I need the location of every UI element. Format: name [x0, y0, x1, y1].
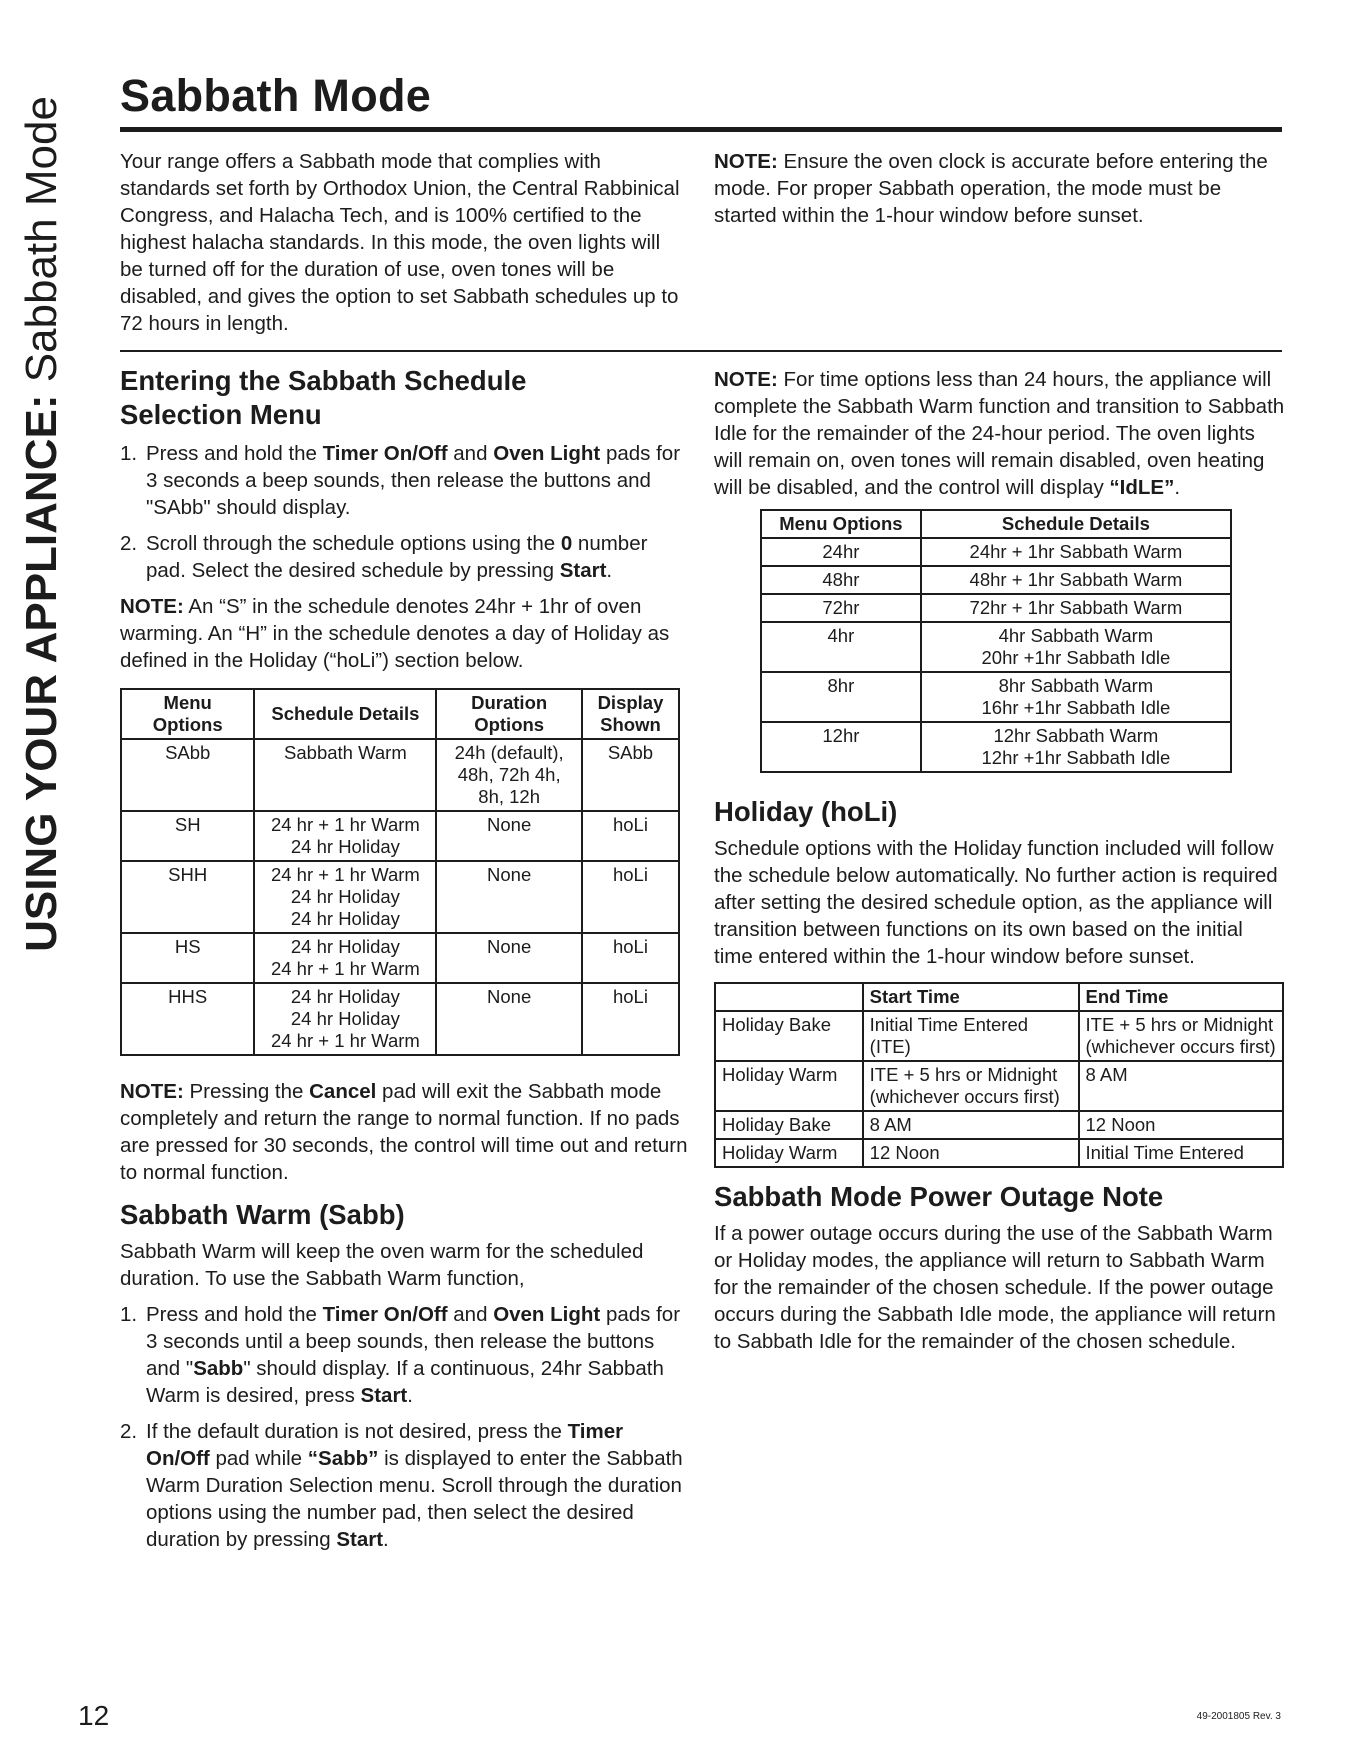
mode-cell: Holiday Warm	[715, 1061, 863, 1111]
intro-text-block	[120, 148, 680, 337]
entering-step-2: 2. Scroll through the schedule options using the 0 number pad. Select the desired schedule by pressing Start.	[120, 532, 648, 582]
table-row	[761, 538, 1231, 566]
sabbath-warm-steps	[120, 1301, 688, 1553]
step-number: 2.	[120, 1420, 138, 1443]
end-cell: 8 AM	[1079, 1061, 1284, 1111]
header-cell: End Time	[1079, 983, 1284, 1011]
page-title: Sabbath Mode	[120, 70, 432, 121]
idle-note: NOTE: For time options less than 24 hours, the appliance will complete the Sabbath Warm function and transition to Sabbath Idle for the remainder of the 24-hour period. The oven lights will remain on, oven tones will remain disabled, oven heating will be disabled, and the control will display “IdLE”.	[714, 368, 1285, 499]
table-row	[761, 594, 1231, 622]
mode-cell: Holiday Bake	[715, 1111, 863, 1139]
intro-paragraph: Your range offers a Sabbath mode that complies with standards set forth by Orthodox Union, the Central Rabbinical Congress, and Halacha Tech, and is 100% certified to the highest halacha standards. In this mode, the oven lights will be turned off for the duration of use, oven tones will be disabled, and gives the option to set Sabbath schedules up to 72 hours in length.	[120, 150, 680, 335]
header-cell: Menu Options	[121, 689, 254, 739]
power-outage-heading: Sabbath Mode Power Outage Note	[714, 1181, 1164, 1212]
duration-cell: None	[436, 983, 582, 1055]
details-cell: 24 hr + 1 hr Warm 24 hr Holiday 24 hr Holiday	[254, 861, 436, 933]
table-row	[761, 672, 1231, 722]
menu-cell: SH	[121, 811, 254, 861]
details-cell: 4hr Sabbath Warm 20hr +1hr Sabbath Idle	[921, 622, 1231, 672]
display-cell: hoLi	[582, 861, 679, 933]
sabbath-warm-heading: Sabbath Warm (Sabb)	[120, 1199, 405, 1230]
header-cell: Duration Options	[436, 689, 582, 739]
step-number: 1.	[120, 1303, 138, 1326]
start-cell: Initial Time Entered (ITE)	[863, 1011, 1079, 1061]
section-rule	[120, 350, 1282, 352]
details-cell: 24 hr Holiday 24 hr + 1 hr Warm	[254, 933, 436, 983]
menu-cell: 48hr	[761, 566, 921, 594]
details-cell: 12hr Sabbath Warm 12hr +1hr Sabbath Idle	[921, 722, 1231, 772]
sabbath-warm-step-1: 1. Press and hold the Timer On/Off and Oven Light pads for 3 seconds until a beep sounds, then release the buttons and "Sabb" should display. If a continuous, 24hr Sabbath Warm is desired, press Start.	[120, 1303, 681, 1407]
menu-cell: SHH	[121, 861, 254, 933]
display-cell: SAbb	[582, 739, 679, 811]
details-cell: 8hr Sabbath Warm 16hr +1hr Sabbath Idle	[921, 672, 1231, 722]
schedule-table	[120, 688, 680, 1056]
start-cell: 8 AM	[863, 1111, 1079, 1139]
schedule-note: NOTE: An “S” in the schedule denotes 24hr + 1hr of oven warming. An “H” in the schedule denotes a day of Holiday as defined in the Holiday (“hoLi”) section below.	[120, 595, 670, 672]
menu-options-table	[760, 509, 1232, 773]
table-row	[121, 933, 679, 983]
holiday-heading: Holiday (hoLi)	[714, 796, 898, 827]
table-row	[121, 739, 679, 811]
header-cell: Menu Options	[761, 510, 921, 538]
step-number: 2.	[120, 532, 138, 555]
table-row	[715, 1061, 1283, 1111]
clock-note-block	[714, 148, 1282, 229]
menu-cell: 8hr	[761, 672, 921, 722]
details-cell: 24hr + 1hr Sabbath Warm	[921, 538, 1231, 566]
end-cell: Initial Time Entered	[1079, 1139, 1284, 1167]
table-row	[121, 983, 679, 1055]
table-row	[715, 1139, 1283, 1167]
details-cell: 72hr + 1hr Sabbath Warm	[921, 594, 1231, 622]
menu-cell: SAbb	[121, 739, 254, 811]
clock-note-label: NOTE:	[714, 150, 778, 173]
holiday-text: Schedule options with the Holiday function included will follow the schedule below automatically. No further action is required after setting the desired schedule option, as the appliance will transition between functions on its own based on the initial time entered within the 1-hour window before sunset.	[714, 837, 1278, 968]
menu-cell: 12hr	[761, 722, 921, 772]
menu-table-header	[761, 510, 1231, 538]
menu-cell: HHS	[121, 983, 254, 1055]
holiday-table-header	[715, 983, 1283, 1011]
details-cell: 24 hr + 1 hr Warm 24 hr Holiday	[254, 811, 436, 861]
duration-cell: None	[436, 933, 582, 983]
entering-heading: Entering the Sabbath Schedule Selection Menu	[120, 365, 527, 430]
clock-note-text: Ensure the oven clock is accurate before entering the mode. For proper Sabbath operation, the mode must be started within the 1-hour window before sunset.	[714, 150, 1268, 227]
table-row	[121, 861, 679, 933]
right-column	[714, 366, 1286, 1355]
end-cell: ITE + 5 hrs or Midnight (whichever occurs first)	[1079, 1011, 1284, 1061]
menu-cell: 24hr	[761, 538, 921, 566]
header-cell: Display Shown	[582, 689, 679, 739]
header-cell	[715, 983, 863, 1011]
start-cell: ITE + 5 hrs or Midnight (whichever occurs first)	[863, 1061, 1079, 1111]
table-row	[715, 1011, 1283, 1061]
clock-note	[714, 148, 1282, 229]
menu-cell: 72hr	[761, 594, 921, 622]
side-tab-topic: Sabbath Mode	[17, 96, 66, 383]
table-row	[761, 566, 1231, 594]
left-column	[120, 364, 688, 1553]
display-cell: hoLi	[582, 983, 679, 1055]
start-cell: 12 Noon	[863, 1139, 1079, 1167]
header-cell: Schedule Details	[254, 689, 436, 739]
step-number: 1.	[120, 442, 138, 465]
schedule-table-header	[121, 689, 679, 739]
power-outage-text: If a power outage occurs during the use of the Sabbath Warm or Holiday modes, the appliance will return to Sabbath Warm for the remainder of the chosen schedule. If the power outage occurs during the Sabbath Idle mode, the appliance will return to Sabbath Idle for the remainder of the chosen schedule.	[714, 1222, 1276, 1353]
menu-cell: 4hr	[761, 622, 921, 672]
duration-cell: None	[436, 811, 582, 861]
table-row	[761, 622, 1231, 672]
table-row	[761, 722, 1231, 772]
display-cell: hoLi	[582, 933, 679, 983]
entering-step-1: 1. Press and hold the Timer On/Off and Oven Light pads for 3 seconds a beep sounds, then release the buttons and "SAbb" should display.	[120, 442, 681, 519]
sabbath-warm-intro: Sabbath Warm will keep the oven warm for the scheduled duration. To use the Sabbath Warm function,	[120, 1240, 644, 1290]
page-number: 12	[78, 1700, 110, 1731]
side-tab	[12, 24, 72, 1024]
sabbath-warm-step-2: 2. If the default duration is not desired, press the Timer On/Off pad while “Sabb” is displayed to enter the Sabbath Warm Duration Selection menu. Scroll through the duration options using the number pad, then select the desired duration by pressing Start.	[120, 1420, 683, 1551]
cancel-note: NOTE: Pressing the Cancel pad will exit the Sabbath mode completely and return the range to normal function. If no pads are pressed for 30 seconds, the control will time out and return to normal function.	[120, 1080, 688, 1184]
title-rule	[120, 127, 1282, 132]
side-tab-section: USING YOUR APPLIANCE:	[17, 394, 66, 952]
details-cell: Sabbath Warm	[254, 739, 436, 811]
end-cell: 12 Noon	[1079, 1111, 1284, 1139]
document-code: 49-2001805 Rev. 3	[1196, 1711, 1281, 1722]
mode-cell: Holiday Warm	[715, 1139, 863, 1167]
display-cell: hoLi	[582, 811, 679, 861]
entering-steps	[120, 440, 688, 584]
table-row	[121, 811, 679, 861]
duration-cell: None	[436, 861, 582, 933]
duration-cell: 24h (default), 48h, 72h 4h, 8h, 12h	[436, 739, 582, 811]
menu-cell: HS	[121, 933, 254, 983]
mode-cell: Holiday Bake	[715, 1011, 863, 1061]
header-cell: Start Time	[863, 983, 1079, 1011]
details-cell: 48hr + 1hr Sabbath Warm	[921, 566, 1231, 594]
table-row	[715, 1111, 1283, 1139]
holiday-table	[714, 982, 1284, 1168]
header-cell: Schedule Details	[921, 510, 1231, 538]
details-cell: 24 hr Holiday 24 hr Holiday 24 hr + 1 hr Warm	[254, 983, 436, 1055]
